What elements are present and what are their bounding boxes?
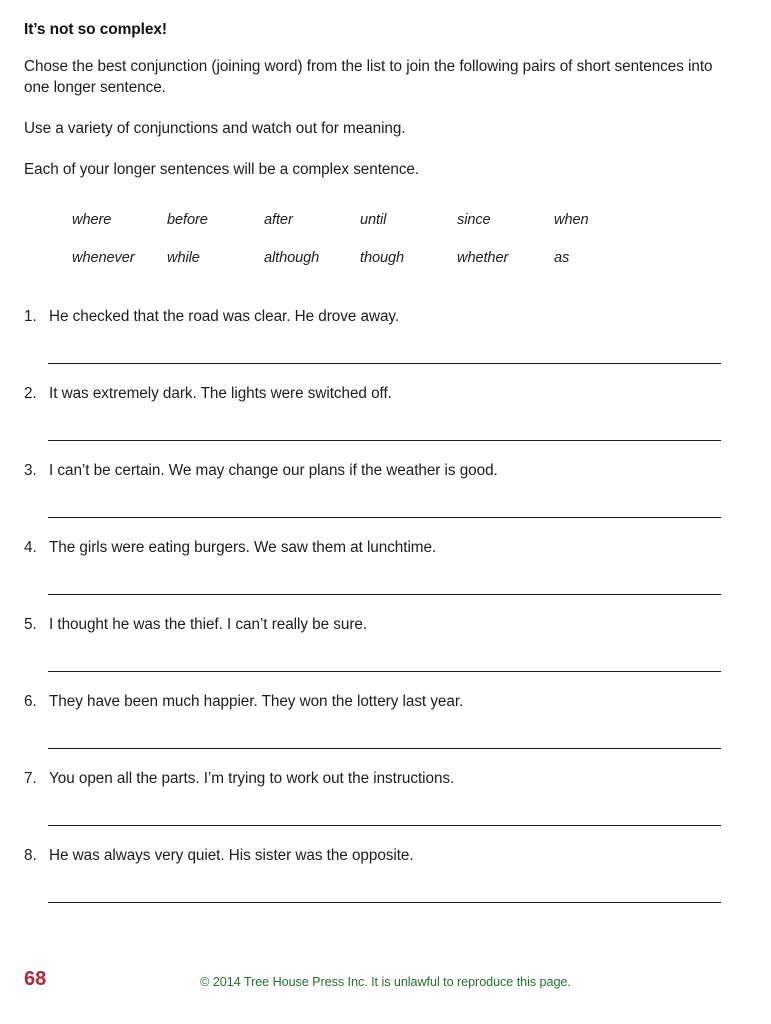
question-item [0, 770, 771, 847]
question-item [0, 616, 771, 693]
page-number: 68 [24, 968, 47, 990]
question-number: 4. [24, 539, 37, 556]
word-bank-item-though: though [360, 250, 405, 266]
question-text: I thought he was the thief. I can’t really be sure. [49, 616, 368, 633]
page-footer [0, 954, 771, 1024]
answer-line[interactable] [48, 825, 721, 826]
word-bank-item-after: after [264, 212, 293, 228]
word-bank-row [72, 212, 692, 250]
answer-line[interactable] [48, 363, 721, 364]
question-text: I can’t be certain. We may change our plans if the weather is good. [49, 462, 498, 479]
answer-line[interactable] [48, 748, 721, 749]
question-number: 7. [24, 770, 37, 787]
question-number: 2. [24, 385, 37, 402]
word-bank-item-before: before [167, 212, 208, 228]
word-bank-item-when: when [554, 212, 589, 228]
word-bank-item-since: since [457, 212, 491, 228]
instruction-paragraph-3: Each of your longer sentences will be a complex sentence. [24, 161, 420, 178]
instruction-paragraph-2: Use a variety of conjunctions and watch out for meaning. [24, 120, 406, 137]
question-text: The girls were eating burgers. We saw them at lunchtime. [49, 539, 437, 556]
answer-line[interactable] [48, 902, 721, 903]
copyright-notice: © 2014 Tree House Press Inc. It is unlawful to reproduce this page. [200, 975, 571, 989]
question-number: 8. [24, 847, 37, 864]
answer-line[interactable] [48, 594, 721, 595]
word-bank-row [72, 250, 692, 288]
question-item [0, 308, 771, 385]
word-bank-item-whether: whether [457, 250, 509, 266]
word-bank-item-while: while [167, 250, 200, 266]
answer-line[interactable] [48, 440, 721, 441]
instructions-block [24, 56, 724, 180]
answer-line[interactable] [48, 671, 721, 672]
word-bank-item-although: although [264, 250, 320, 266]
question-number: 1. [24, 308, 37, 325]
question-item [0, 539, 771, 616]
page-title: It’s not so complex! [24, 21, 167, 38]
word-bank-item-whenever: whenever [72, 250, 135, 266]
question-text: He was always very quiet. His sister was the opposite. [49, 847, 414, 864]
questions-list [0, 308, 771, 924]
word-bank-item-as: as [554, 250, 570, 266]
question-item [0, 462, 771, 539]
word-bank-item-until: until [360, 212, 387, 228]
question-text: He checked that the road was clear. He drove away. [49, 308, 400, 325]
question-item [0, 847, 771, 924]
instruction-paragraph-1: Chose the best conjunction (joining word) from the list to join the following pairs of short sentences into one longer sentence. [24, 58, 713, 96]
question-number: 3. [24, 462, 37, 479]
question-item [0, 385, 771, 462]
word-bank-item-where: where [72, 212, 112, 228]
question-item [0, 693, 771, 770]
question-text: You open all the parts. I’m trying to work out the instructions. [49, 770, 455, 787]
question-text: It was extremely dark. The lights were switched off. [49, 385, 392, 402]
question-text: They have been much happier. They won the lottery last year. [49, 693, 464, 710]
answer-line[interactable] [48, 517, 721, 518]
question-number: 6. [24, 693, 37, 710]
question-number: 5. [24, 616, 37, 633]
conjunction-word-bank [72, 212, 692, 288]
